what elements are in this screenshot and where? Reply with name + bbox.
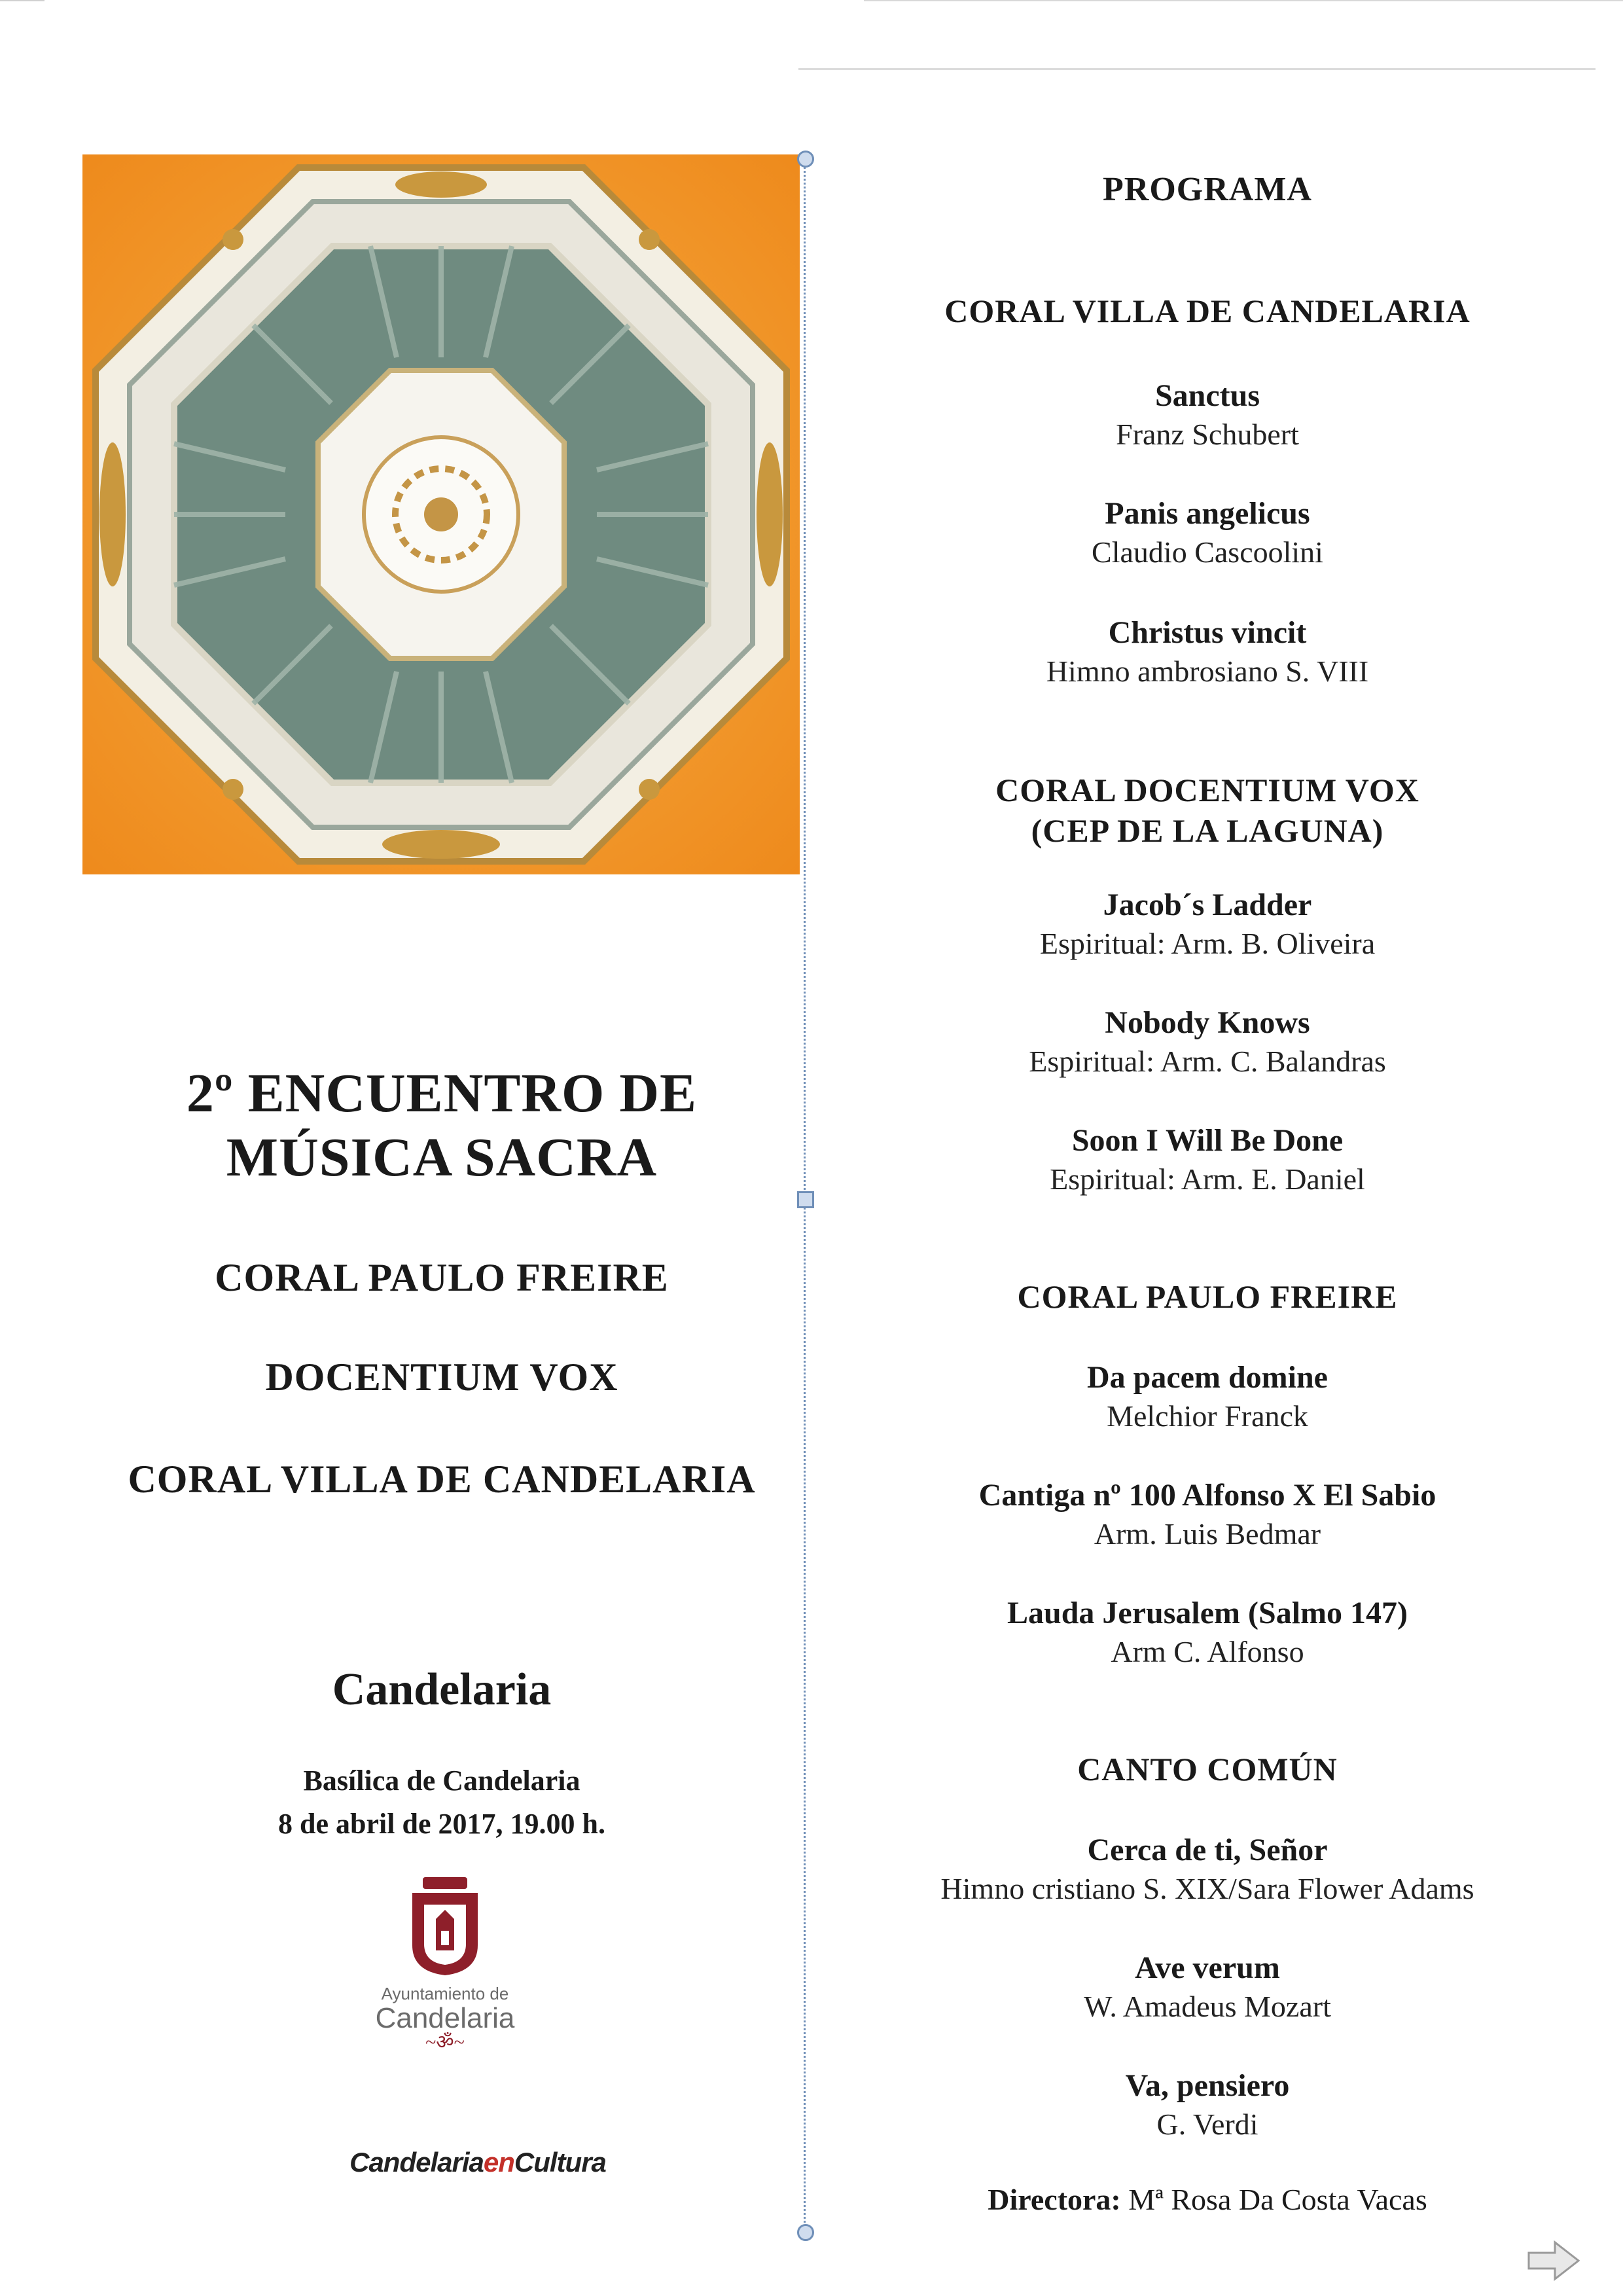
program-item	[825, 1831, 1590, 1909]
resize-handle-middle[interactable]	[797, 1191, 814, 1208]
next-page-arrow-icon[interactable]	[1526, 2240, 1581, 2282]
program-heading: PROGRAMA	[1103, 171, 1312, 208]
work-author: Espiritual: Arm. E. Daniel	[1050, 1162, 1365, 1196]
culture-logo-part-a: Candelaria	[349, 2147, 484, 2178]
event-title-line2: MÚSICA SACRA	[226, 1127, 658, 1188]
work-title: Va, pensiero	[1125, 2068, 1290, 2103]
work-author: Arm C. Alfonso	[1111, 1635, 1304, 1668]
work-title: Ave verum	[1135, 1950, 1280, 1985]
culture-logo-part-c: Cultura	[514, 2147, 606, 2178]
top-left-rule	[0, 0, 45, 1]
coat-of-arms-icon	[366, 1873, 524, 1978]
candelaria-cultura-logo	[334, 2147, 622, 2178]
work-title: Panis angelicus	[1105, 496, 1310, 531]
work-author: Himno cristiano S. XIX/Sara Flower Adams	[940, 1872, 1474, 1905]
program-item	[825, 2067, 1590, 2144]
event-title	[65, 1062, 818, 1190]
program-item	[825, 1359, 1590, 1436]
cover-choir-3: CORAL VILLA DE CANDELARIA	[128, 1458, 756, 1501]
program-item	[825, 377, 1590, 454]
work-title: Soon I Will Be Done	[1071, 1123, 1344, 1158]
work-author: Espiritual: Arm. C. Balandras	[1029, 1045, 1386, 1078]
work-title: Nobody Knows	[1105, 1005, 1310, 1040]
work-author: Himno ambrosiano S. VIII	[1046, 655, 1369, 688]
section2-title	[825, 770, 1590, 851]
cover-choir-2: DOCENTIUM VOX	[265, 1355, 618, 1399]
cover-dome-image	[82, 154, 800, 874]
work-author: Espiritual: Arm. B. Oliveira	[1039, 927, 1376, 960]
program-item	[825, 1949, 1590, 2026]
event-date: 8 de abril de 2017, 19.00 h.	[278, 1808, 605, 1840]
work-author: W. Amadeus Mozart	[1084, 1990, 1331, 2023]
program-item	[825, 495, 1590, 572]
ayuntamiento-logo	[366, 1873, 524, 2056]
work-author: Melchior Franck	[1107, 1399, 1308, 1433]
work-author: Arm. Luis Bedmar	[1094, 1517, 1321, 1551]
venue-name: Basílica de Candelaria	[303, 1765, 580, 1797]
director-name: Mª Rosa Da Costa Vacas	[1120, 2183, 1427, 2216]
section2-title-line2: (CEP DE LA LAGUNA)	[1031, 812, 1384, 849]
program-item	[825, 886, 1590, 963]
program-item	[825, 1122, 1590, 1199]
logo-flourish-icon: ~ॐ~	[425, 2032, 465, 2053]
section2-title-line1: CORAL DOCENTIUM VOX	[995, 772, 1419, 808]
resize-handle-top[interactable]	[797, 151, 814, 168]
section1-title: CORAL VILLA DE CANDELARIA	[944, 293, 1471, 329]
work-author: Franz Schubert	[1116, 418, 1299, 451]
logo-text-bottom: Candelaria	[375, 2002, 515, 2034]
venue-block	[65, 1759, 818, 1846]
work-title: Cantiga nº 100 Alfonso X El Sabio	[978, 1478, 1436, 1513]
work-title: Sanctus	[1154, 378, 1260, 413]
work-title: Lauda Jerusalem (Salmo 147)	[1007, 1596, 1408, 1630]
program-item	[825, 614, 1590, 691]
resize-handle-bottom[interactable]	[797, 2224, 814, 2241]
cover-choir-1: CORAL PAULO FREIRE	[215, 1256, 669, 1299]
work-title: Da pacem domine	[1087, 1360, 1328, 1395]
top-right-rule	[864, 0, 1623, 1]
work-author: Claudio Cascoolini	[1092, 535, 1323, 569]
director-label: Directora:	[988, 2183, 1121, 2216]
director-line	[825, 2182, 1590, 2217]
culture-logo-part-b: en	[483, 2147, 514, 2178]
program-item	[825, 1477, 1590, 1554]
work-author: G. Verdi	[1156, 2108, 1258, 2141]
work-title: Cerca de ti, Señor	[1087, 1833, 1328, 1867]
program-item	[825, 1594, 1590, 1672]
city-name: Candelaria	[332, 1664, 552, 1715]
section4-title: CANTO COMÚN	[1077, 1751, 1338, 1787]
logo-text-top: Ayuntamiento de	[381, 1984, 509, 2003]
program-item	[825, 1004, 1590, 1081]
event-title-line1: 2º ENCUENTRO DE	[186, 1063, 698, 1124]
header-rule	[798, 68, 1596, 70]
work-title: Christus vincit	[1108, 615, 1307, 650]
section3-title: CORAL PAULO FREIRE	[1017, 1278, 1398, 1315]
dome-illustration	[82, 154, 800, 874]
work-title: Jacob´s Ladder	[1103, 888, 1312, 922]
